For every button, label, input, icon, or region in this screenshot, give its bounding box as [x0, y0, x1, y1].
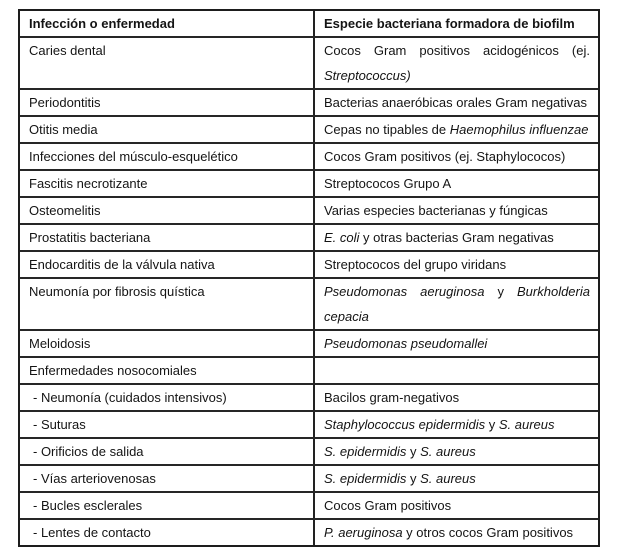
infection-label: Caries dental: [29, 43, 106, 58]
cell-species: [315, 358, 598, 383]
infection-label: - Suturas: [33, 417, 86, 432]
infection-label: Infecciones del músculo-esquelético: [29, 149, 238, 164]
cell-infection: [20, 144, 315, 169]
species-text: Varias especies bacterianas y fúngicas: [324, 203, 548, 218]
species-line: [324, 439, 590, 464]
cell-infection: [20, 198, 315, 223]
table-row: [20, 225, 598, 252]
infection-label: Fascitis necrotizante: [29, 176, 148, 191]
species-text: Streptococos Grupo A: [324, 176, 452, 191]
table-row: [20, 331, 598, 358]
cell-infection: [20, 439, 315, 464]
species-line: [324, 304, 590, 329]
infection-label: - Neumonía (cuidados intensivos): [33, 390, 227, 405]
table-header-row: [20, 11, 598, 38]
table-body: [20, 38, 598, 545]
species-name-italic: S. aureus: [498, 417, 555, 432]
species-text: Cocos Gram positivos: [324, 498, 452, 513]
species-text: (ej.: [571, 43, 590, 58]
cell-infection: [20, 358, 315, 383]
species-text: Cocos Gram positivos (ej. Staphylococos): [324, 149, 566, 164]
table-row: [20, 493, 598, 520]
table-row: [20, 520, 598, 545]
cell-infection: [20, 171, 315, 196]
species-text: Bacilos gram-negativos: [324, 390, 460, 405]
species-line: [324, 493, 590, 518]
cell-species: [315, 279, 598, 329]
species-name-italic: P. aeruginosa: [324, 525, 403, 540]
species-name-italic: S. aureus: [420, 471, 476, 486]
infection-label: Otitis media: [29, 122, 98, 137]
cell-species: [315, 171, 598, 196]
cell-infection: [20, 493, 315, 518]
infection-label: Neumonía por fibrosis quística: [29, 284, 205, 299]
infection-label: Osteomelitis: [29, 203, 101, 218]
cell-infection: [20, 252, 315, 277]
cell-species: [315, 412, 598, 437]
species-text: y: [406, 471, 421, 486]
cell-species: [315, 90, 598, 115]
species-name-italic: cepacia: [324, 309, 369, 324]
species-name-italic: S. aureus: [420, 444, 476, 459]
species-line: [324, 331, 590, 356]
infection-label: - Orificios de salida: [33, 444, 144, 459]
cell-infection: [20, 117, 315, 142]
cell-species: [315, 331, 598, 356]
species-name-italic: Streptococcus): [324, 68, 411, 83]
species-text: Gram: [373, 43, 407, 58]
cell-species: [315, 225, 598, 250]
species-name-italic: S. epidermidis: [324, 444, 407, 459]
species-name-italic: Burkholderia: [517, 284, 590, 299]
header-species-label: Especie bacteriana formadora de biofilm: [324, 16, 575, 31]
species-line: [324, 144, 590, 169]
table-row: [20, 412, 598, 439]
species-name-italic: Staphylococcus epidermidis: [324, 417, 486, 432]
infection-label: Meloidosis: [29, 336, 91, 351]
species-text: y: [497, 284, 504, 299]
cell-infection: [20, 279, 315, 329]
infection-label: Endocarditis de la válvula nativa: [29, 257, 215, 272]
table-row: [20, 439, 598, 466]
table-row: [20, 279, 598, 331]
cell-species: [315, 38, 598, 88]
cell-species: [315, 385, 598, 410]
species-line: [324, 520, 590, 545]
table-row: [20, 252, 598, 279]
biofilm-table: [18, 9, 600, 547]
species-name-italic: aeruginosa: [420, 284, 485, 299]
species-line: [324, 38, 590, 63]
species-line: [324, 466, 590, 491]
species-line: [324, 385, 590, 410]
cell-infection: [20, 38, 315, 88]
table-row: [20, 198, 598, 225]
species-text: y otros cocos Gram positivos: [402, 525, 574, 540]
cell-infection: [20, 466, 315, 491]
species-name-italic: Haemophilus influenzae: [449, 122, 589, 137]
species-line: [324, 63, 590, 88]
table-row: [20, 144, 598, 171]
table-row: [20, 358, 598, 385]
species-name-italic: Pseudomonas pseudomallei: [324, 336, 488, 351]
cell-species: [315, 466, 598, 491]
infection-label: Enfermedades nosocomiales: [29, 363, 197, 378]
cell-infection: [20, 225, 315, 250]
header-cell-species: [315, 11, 598, 36]
table-row: [20, 171, 598, 198]
species-text: y: [406, 444, 421, 459]
infection-label: Periodontitis: [29, 95, 101, 110]
species-line: [324, 279, 590, 304]
species-line: [324, 252, 590, 277]
table-row: [20, 385, 598, 412]
infection-label: - Lentes de contacto: [33, 525, 151, 540]
species-name-italic: S. epidermidis: [324, 471, 407, 486]
species-name-italic: E. coli: [324, 230, 360, 245]
species-line: [324, 171, 590, 196]
table-row: [20, 117, 598, 144]
species-text: y: [485, 417, 499, 432]
cell-species: [315, 520, 598, 545]
cell-infection: [20, 520, 315, 545]
header-cell-infection: [20, 11, 315, 36]
header-infection-label: Infección o enfermedad: [29, 16, 175, 31]
cell-infection: [20, 90, 315, 115]
infection-label: - Bucles esclerales: [33, 498, 143, 513]
cell-infection: [20, 331, 315, 356]
species-line: [324, 412, 590, 437]
species-text: Cepas no tipables de: [324, 122, 450, 137]
species-line: [324, 198, 590, 223]
table-row: [20, 466, 598, 493]
cell-species: [315, 117, 598, 142]
table-row: [20, 90, 598, 117]
cell-species: [315, 252, 598, 277]
species-line: [324, 90, 590, 115]
species-text: y otras bacterias Gram negativas: [359, 230, 554, 245]
infection-label: - Vías arteriovenosas: [33, 471, 156, 486]
species-text: Bacterias anaeróbicas orales Gram negativas: [324, 95, 588, 110]
cell-infection: [20, 412, 315, 437]
species-text: Streptococos del grupo viridans: [324, 257, 507, 272]
cell-species: [315, 144, 598, 169]
species-text: positivos: [419, 43, 470, 58]
species-text: acidogénicos: [482, 43, 559, 58]
species-name-italic: Pseudomonas: [324, 284, 408, 299]
cell-species: [315, 493, 598, 518]
species-text: Cocos: [324, 43, 361, 58]
species-line: [324, 117, 590, 142]
cell-species: [315, 198, 598, 223]
species-line: [324, 225, 590, 250]
cell-species: [315, 439, 598, 464]
infection-label: Prostatitis bacteriana: [29, 230, 151, 245]
table-row: [20, 38, 598, 90]
cell-infection: [20, 385, 315, 410]
